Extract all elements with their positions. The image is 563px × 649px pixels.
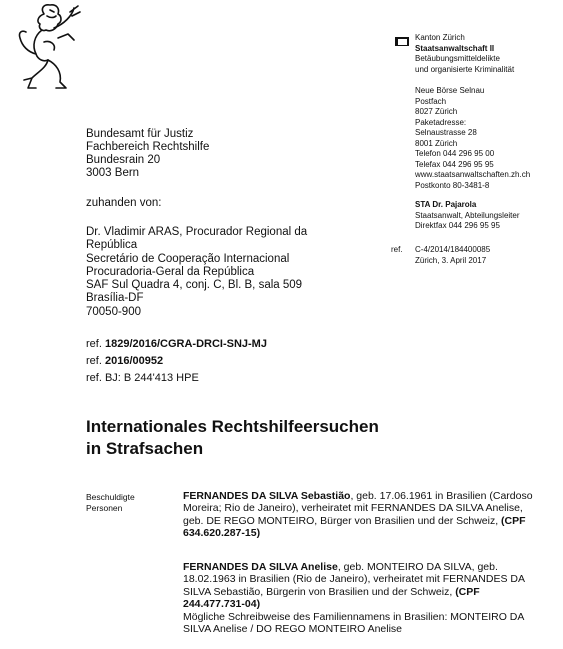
addressee-block [86,128,209,180]
addressee-line1: Bundesamt für Justiz [86,128,194,140]
recipient-line2: Secretário de Cooperação Internacional [86,252,290,265]
recipient-line6: 70050-900 [86,305,141,318]
sender-prosecutor: STA Dr. Pajarola [415,200,477,209]
recipient-line5: Brasília-DF [86,292,144,305]
ref3-label: ref. BJ: [86,372,121,384]
zurich-lion-logo-icon [14,2,84,94]
recipient-line1: Dr. Vladimir ARAS, Procurador Regional da República [86,226,308,252]
recipient-block [86,226,348,319]
reference-box [415,245,490,266]
accused-label-line1: Beschuldigte [86,492,135,502]
person1-name: FERNANDES DA SILVA Sebastião [183,490,351,502]
person1-cpf: (CPF 634.620.287-15) [183,514,526,540]
attention-label: zuhanden von: [86,197,162,209]
sender-building: Neue Börse Selnau [415,86,485,95]
person1-citizenship: , Bürger von Brasilien und der Schweiz, [314,514,502,527]
sender-phone: Telefon 044 296 95 00 [415,149,495,158]
ref3-value: B 244'413 HPE [123,372,199,384]
reference-date: Zürich, 3. April 2017 [415,255,487,265]
sender-department1: Betäubungsmitteldelikte [415,54,500,63]
ref2-value: 2016/00952 [104,355,164,367]
sender-office: Staatsanwaltschaft II [415,43,495,53]
ref1-label: ref. [86,338,102,350]
canton-marker-inner [398,39,407,45]
ref2-label: ref. [86,355,102,367]
sender-website: www.staatsanwaltschaften.zh.ch [415,170,531,179]
person2-details: , geb. MONTEIRO DA SILVA, geb. 18.02.1963 in Brasilien (Rio de Janeiro), verheiratet mit FERNANDES DA SILVA Sebastião, Bürgerin von Brasilien und der Schweiz, [183,561,525,598]
title-line2: in Strafsachen [86,439,204,458]
sender-department2: und organisierte Kriminalität [415,64,515,74]
person1-spouse: FERNANDES DA SILVA Anelise, geb. DE REGO MONTEIRO [183,502,523,527]
sender-postcode-city: 8027 Zürich [415,107,458,116]
person2-cpf: (CPF 244.477.731-04) [183,585,480,611]
accused-person2 [183,561,543,635]
ref1-value: 1829/2016/CGRA-DRCI-SNJ-MJ [104,338,267,350]
document-title [86,416,379,460]
accused-person1 [183,490,543,540]
person2-name: FERNANDES DA SILVA Anelise [183,561,338,573]
title-line1: Internationales Rechtshilfeersuchen [86,417,379,436]
sender-address [415,33,530,232]
sender-direct-fax: Direktfax 044 296 95 95 [415,221,500,230]
sender-fax: Telefax 044 296 95 95 [415,159,494,169]
sender-role: Staatsanwalt, Abteilungsleiter [415,210,520,220]
person1-details: , geb. 17.06.1961 in Brasilien (Cardoso Moreira; Rio de Janeiro), verheiratet mit [183,490,533,515]
reference-list [86,336,267,387]
sender-postkonto: Postkonto 80-3481-8 [415,180,490,190]
sender-street: Selnaustrasse 28 [415,128,477,137]
person2-spelling: Mögliche Schreibweise des Familiennamens in Brasilien: MONTEIRO DA SILVA Anelise / DO REGO MONTEIRO Anelise [183,610,524,636]
reference-number: C-4/2014/184400085 [415,245,491,254]
addressee-line3: Bundesrain 20 [86,154,161,166]
sender-canton: Kanton Zürich [415,33,465,42]
reference-label: ref. [391,245,403,254]
addressee-line2: Fachbereich Rechtshilfe [86,141,210,153]
recipient-line3: Procuradoria-Geral da República [86,265,255,278]
accused-label [86,492,135,514]
accused-label-line2: Personen [86,503,123,513]
addressee-line4: 3003 Bern [86,167,140,179]
sender-postbox: Postfach [415,96,447,106]
recipient-line4: SAF Sul Quadra 4, conj. C, Bl. B, sala 509 [86,279,303,292]
sender-parcel-label: Paketadresse: [415,117,467,127]
sender-city: 8001 Zürich [415,138,458,148]
